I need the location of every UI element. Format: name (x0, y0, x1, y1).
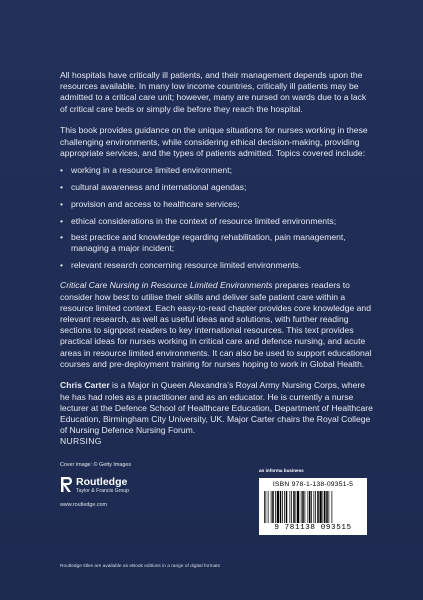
topic-item: • relevant research concerning resource limited environments. (60, 260, 375, 271)
topic-item: • ethical considerations in the context of resource limited environments; (60, 216, 375, 227)
topics-list (60, 165, 375, 271)
topic-item: • working in a resource limited environment; (60, 165, 375, 176)
blurb (60, 70, 375, 447)
barcode-image (262, 491, 364, 523)
isbn-barcode (259, 478, 367, 535)
barcode-digits: 9 781138 093515 (274, 524, 352, 532)
blurb-paragraph-3 (60, 280, 375, 370)
topic-item: • cultural awareness and international agendas; (60, 182, 375, 193)
blurb-paragraph-1: All hospitals have critically ill patients, and their management depends upon the resources available. In many low income countries, critically ill patients may be admitted to a critical care unit; however, many are nursed on wards due to a lack of critical care beds or simply die before they reach the hospital. (60, 70, 367, 114)
cover-credit: Cover image: © Getty Images (60, 462, 132, 468)
author-bio-text: is a Major in Queen Alexandra’s Royal Army Nursing Corps, where he has had roles as a practitioner and as an educator. He is currently a nurse lecturer at the Defence School of Healthcare Education, Department of Healthcare Education, Birmingham City University, UK. Major Carter chairs the Royal College of Nursing Defence Nursing Forum. (60, 380, 373, 436)
category-label: NURSING (60, 436, 102, 446)
footer-note: Routledge titles are available as eBook editions in a range of digital formats (60, 564, 220, 569)
book-title: Critical Care Nursing in Resource Limited Environments (60, 280, 273, 291)
author-bio (60, 380, 375, 436)
routledge-logo-icon (60, 476, 73, 493)
publisher-logo (60, 476, 190, 524)
blurb-paragraph-3-text: prepares readers to consider how best to utilise their skills and deliver safe patient care within a resource limited context. Each easy-to-read chapter provides core knowledge and relevant research, as well as useful ideas and solutions, with further reading sections to signpost readers to key international resources. This text provides practical ideas for nurses working in critical care and defence nursing, and acute areas in resource limited environments. It can also be used to support educational courses and pre-deployment training for nurses hoping to work in Global Health. (60, 280, 372, 369)
isbn-label: ISBN 978-1-138-09351-5 (272, 481, 354, 488)
author-name: Chris Carter (60, 380, 110, 391)
publisher-url[interactable]: www.routledge.com (60, 502, 108, 508)
topic-item: • provision and access to healthcare services; (60, 199, 375, 210)
publisher-group: Taylor & Francis Group (76, 488, 130, 494)
publisher-name: Routledge (76, 476, 128, 488)
blurb-paragraph-2: This book provides guidance on the unique situations for nurses working in these challenging environments, while considering ethical decision-making, providing appropriate services, and the types of patients admitted. Topics covered include: (60, 125, 368, 158)
informa-tag: an informa business (259, 468, 304, 473)
topic-item: • best practice and knowledge regarding rehabilitation, pain management, managing a major incident; (60, 232, 375, 254)
